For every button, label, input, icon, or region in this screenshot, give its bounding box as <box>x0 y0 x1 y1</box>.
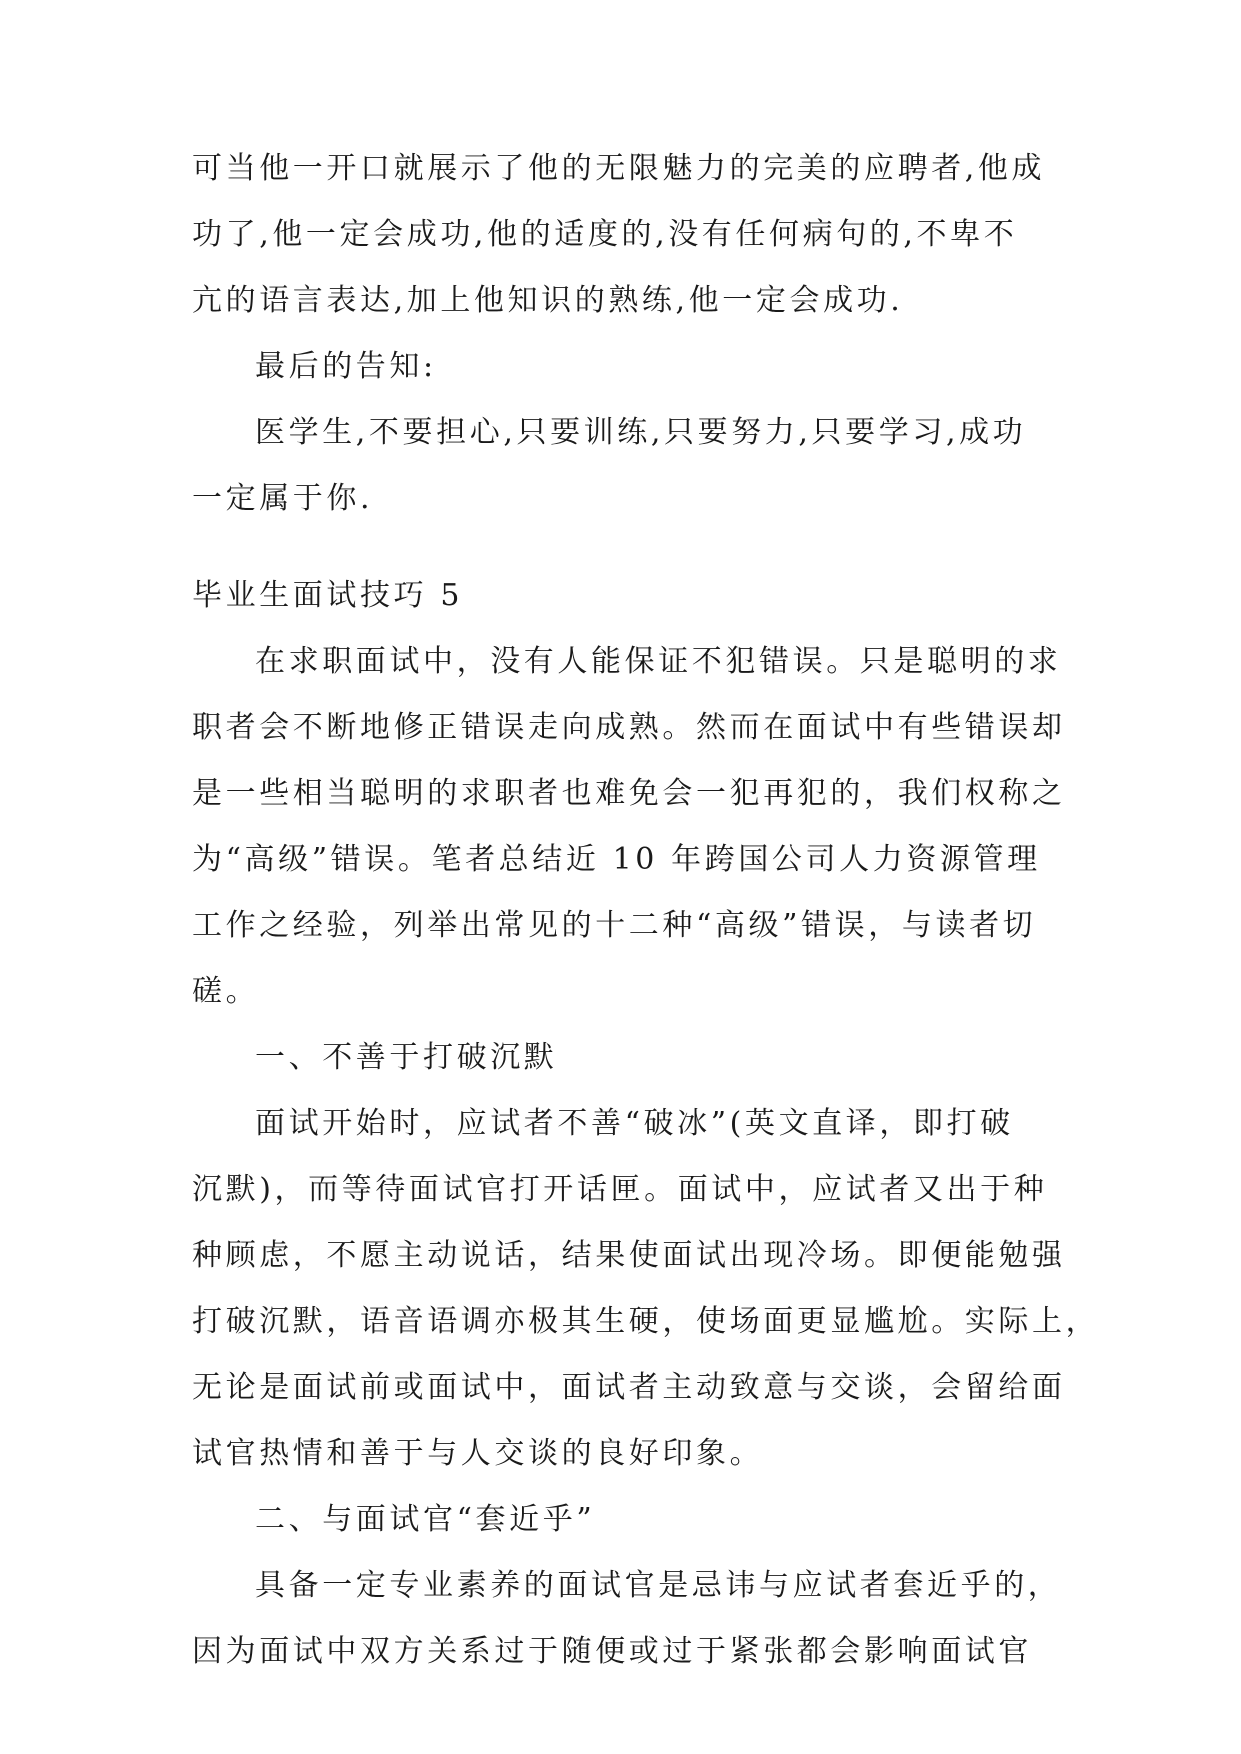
text-line: 种顾虑，不愿主动说话，结果使面试出现冷场。即便能勉强 <box>192 1238 1066 1273</box>
text-line: 面试开始时，应试者不善“破冰”(英文直译，即打破 <box>255 1106 1014 1141</box>
text-line: 因为面试中双方关系过于随便或过于紧张都会影响面试官 <box>192 1634 1032 1669</box>
text-line: 是一些相当聪明的求职者也难免会一犯再犯的，我们权称之 <box>192 776 1066 811</box>
text-line: 在求职面试中，没有人能保证不犯错误。只是聪明的求 <box>255 644 1062 679</box>
section-heading: 毕业生面试技巧 5 <box>192 578 464 613</box>
text-line: 磋。 <box>192 974 260 1009</box>
text-line: 工作之经验，列举出常见的十二种“高级”错误，与读者切 <box>192 908 1037 943</box>
text-line: 一定属于你. <box>192 481 374 516</box>
subheading: 一、不善于打破沉默 <box>255 1040 558 1075</box>
text-line: 职者会不断地修正错误走向成熟。然而在面试中有些错误却 <box>192 710 1066 745</box>
text-line: 医学生,不要担心,只要训练,只要努力,只要学习,成功 <box>255 415 1027 450</box>
text-line: 可当他一开口就展示了他的无限魅力的完美的应聘者,他成 <box>192 151 1046 186</box>
text-line: 亢的语言表达,加上他知识的熟练,他一定会成功. <box>192 283 904 318</box>
subheading: 二、与面试官“套近乎” <box>255 1502 596 1537</box>
text-line: 沉默)，而等待面试官打开话匣。面试中，应试者又出于种 <box>192 1172 1048 1207</box>
text-line: 打破沉默，语音语调亦极其生硬，使场面更显尴尬。实际上， <box>192 1304 1100 1339</box>
text-line: 具备一定专业素养的面试官是忌讳与应试者套近乎的， <box>255 1568 1062 1603</box>
text-line: 最后的告知: <box>255 349 437 384</box>
text-line: 为“高级”错误。笔者总结近 10 年跨国公司人力资源管理 <box>192 842 1041 877</box>
text-line: 功了,他一定会成功,他的适度的,没有任何病句的,不卑不 <box>192 217 1018 252</box>
text-line: 无论是面试前或面试中，面试者主动致意与交谈，会留给面 <box>192 1370 1066 1405</box>
text-line: 试官热情和善于与人交谈的良好印象。 <box>192 1436 764 1471</box>
